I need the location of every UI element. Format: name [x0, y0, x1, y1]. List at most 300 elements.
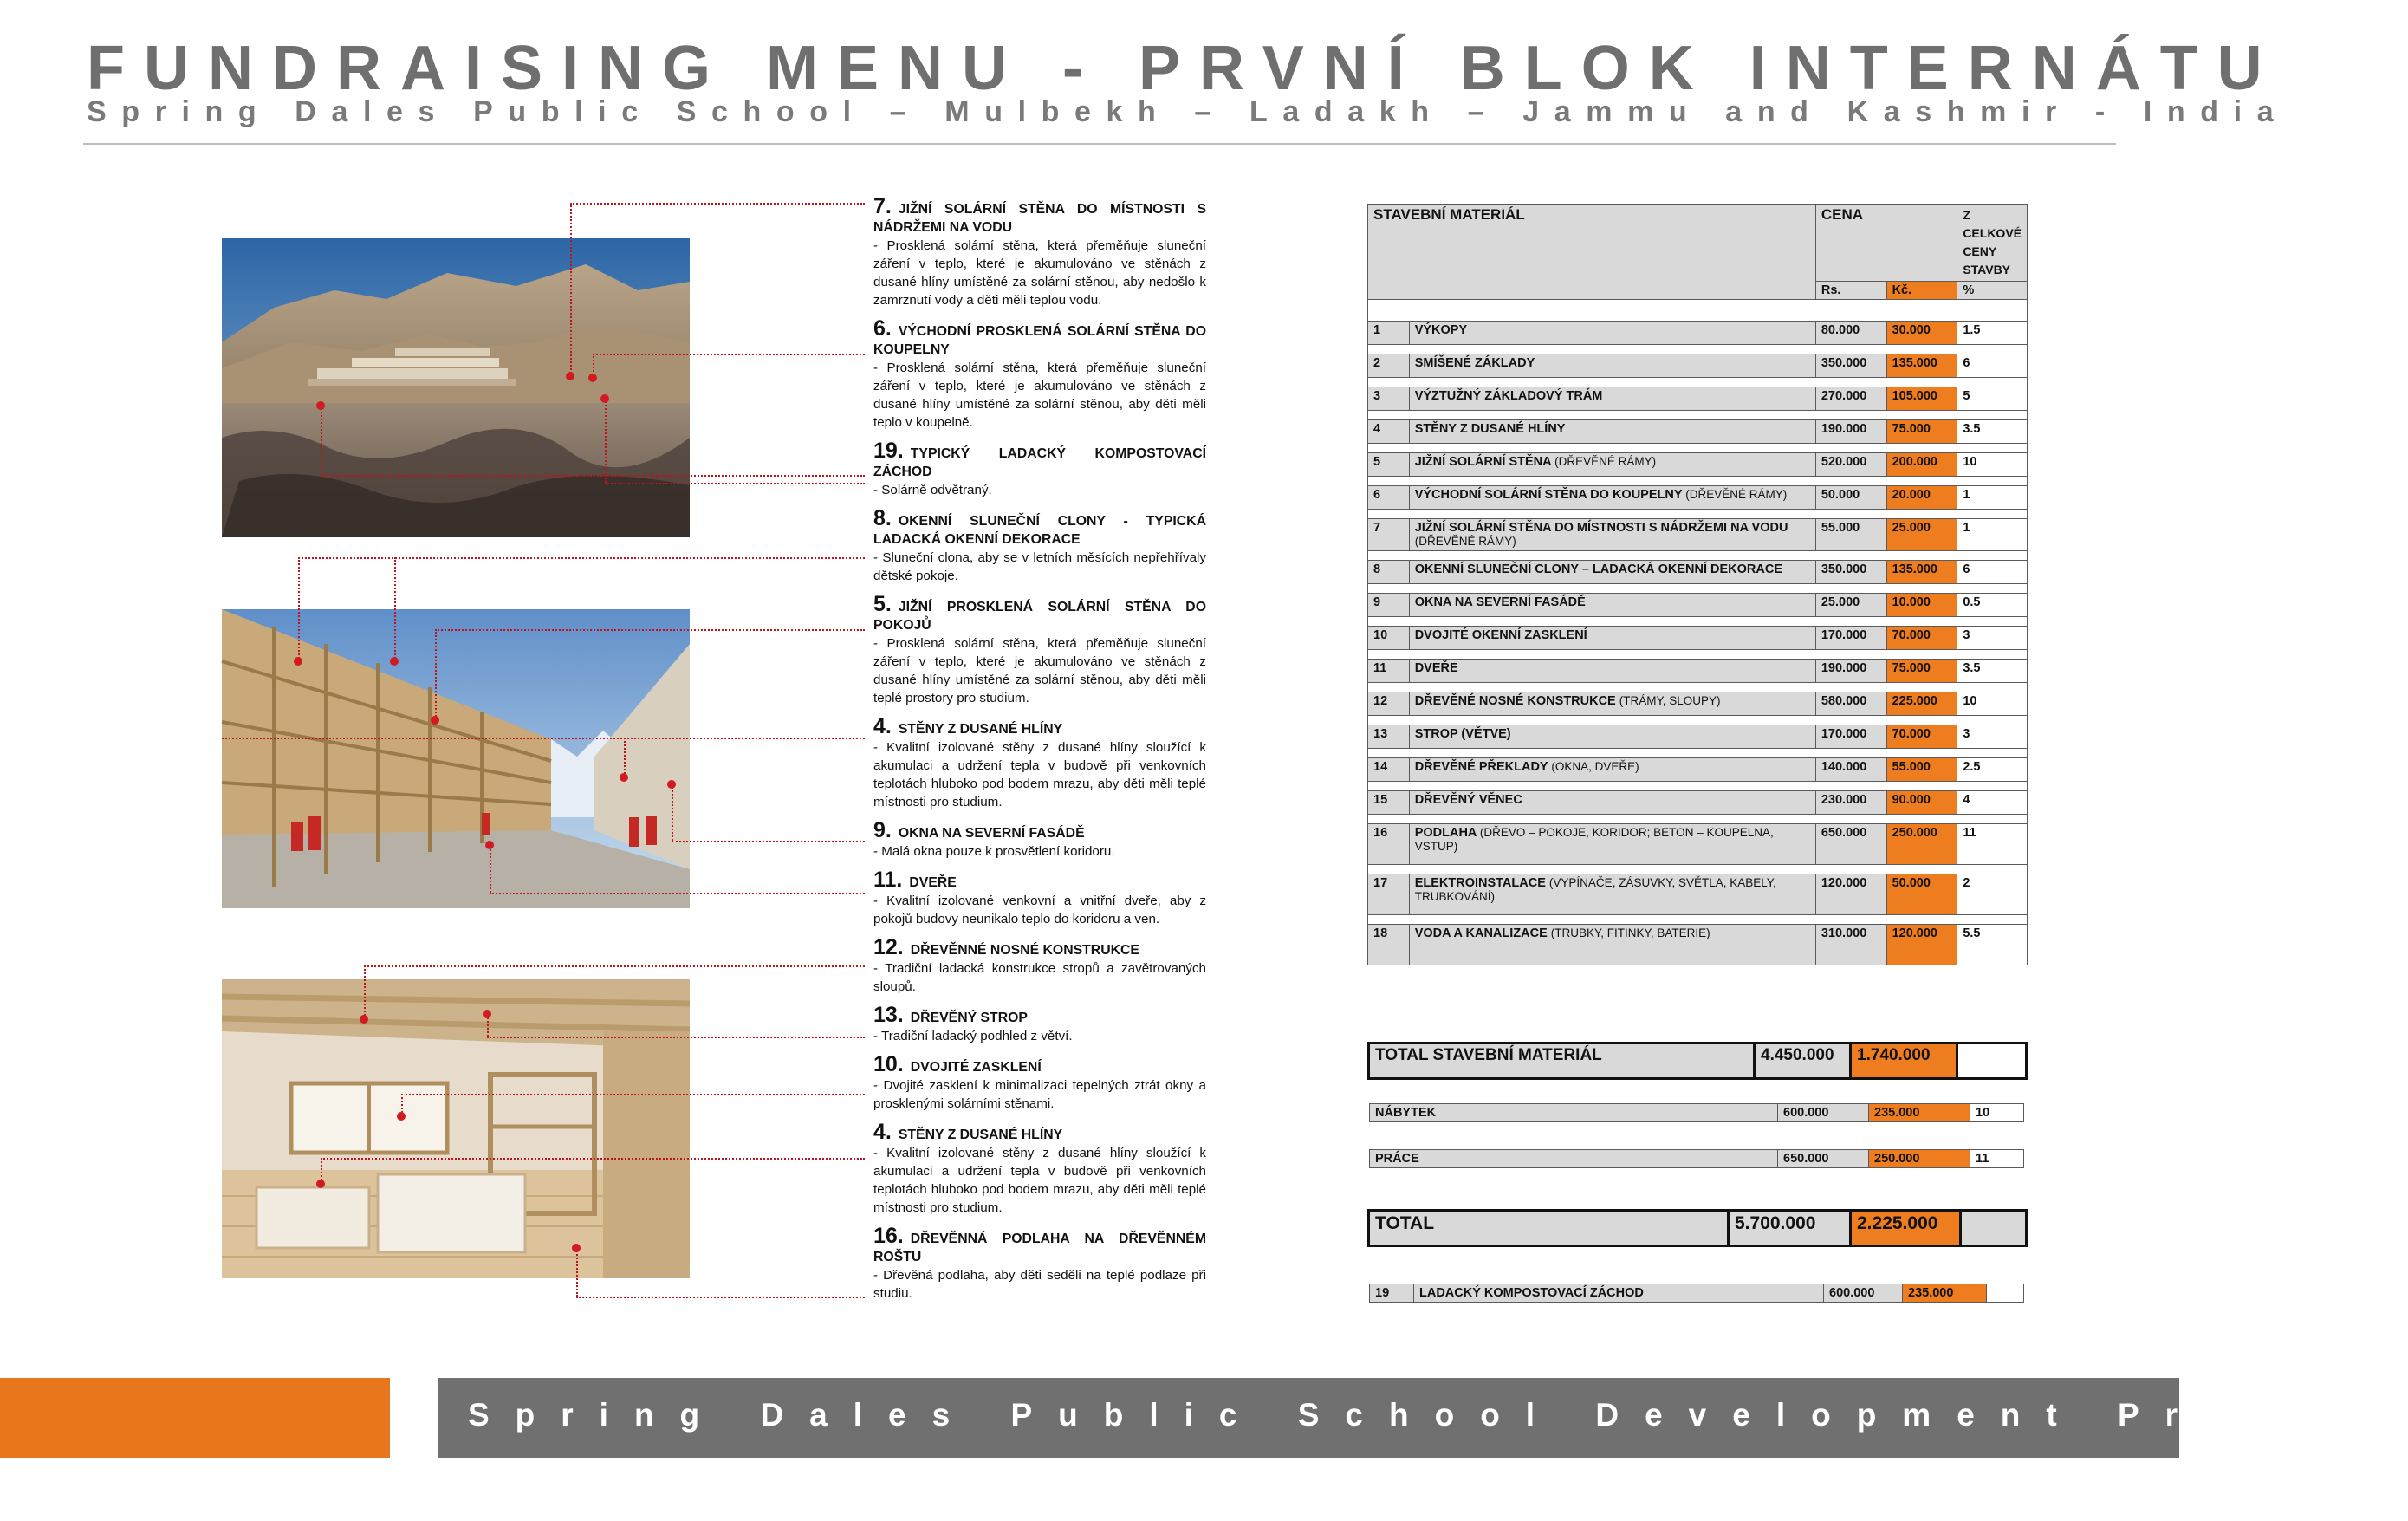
- row-material: [1409, 561, 1815, 584]
- row-material-name: JIŽNÍ SOLÁRNÍ STĚNA: [1414, 455, 1552, 469]
- leader-dot: [294, 657, 302, 666]
- table-row: [1368, 692, 2028, 716]
- table-row: [1368, 925, 2028, 965]
- feature-title: DVEŘE: [909, 875, 957, 890]
- table-row: [1368, 322, 2028, 345]
- interior-room-image: [222, 979, 690, 1278]
- row-price-kc: 30.000: [1886, 322, 1957, 345]
- row-material-name: DŘEVĚNÉ PŘEKLADY: [1414, 760, 1548, 774]
- table-spacer-row: [1368, 865, 2028, 874]
- row-material-note: (TRÁMY, SLOUPY): [1619, 694, 1721, 707]
- row-price-kc: 20.000: [1886, 486, 1957, 510]
- page-subtitle: Spring Dales Public School – Mulbekh – Ladakh – Jammu and Kashmir - India: [87, 95, 2289, 128]
- leader-dot: [431, 716, 439, 725]
- leader-line: [490, 845, 491, 893]
- feature-number: 9.: [873, 818, 892, 842]
- row-material-name: DŘEVĚNÉ NOSNÉ KONSTRUKCE: [1414, 694, 1616, 708]
- row-percent: 5: [1957, 387, 2028, 411]
- table-spacer-row: [1368, 300, 2028, 322]
- feature-number: 5.: [873, 592, 892, 616]
- table-spacer-cell: [1368, 716, 2028, 725]
- row-percent: 10: [1957, 692, 2028, 716]
- feature-heading: [873, 714, 1206, 738]
- leader-line: [222, 738, 865, 739]
- feature-description: [873, 592, 1206, 707]
- row-percent: 6: [1957, 354, 2028, 378]
- labour-pct: 11: [1970, 1150, 2024, 1168]
- row-percent: 0.5: [1957, 594, 2028, 617]
- labour-table: [1369, 1149, 2024, 1168]
- row-material-note: (DŘEVO – POKOJE, KORIDOR; BETON – KOUPELNA, VSTUP): [1414, 826, 1774, 853]
- row-material-name: DVEŘE: [1414, 661, 1458, 675]
- feature-heading: [873, 194, 1206, 237]
- leader-dot: [483, 1010, 491, 1018]
- feature-title: JIŽNÍ SOLÁRNÍ STĚNA DO MÍSTNOSTI S NÁDRŽEMI NA VODU: [873, 202, 1206, 235]
- feature-title: OKNA NA SEVERNÍ FASÁDĚ: [898, 826, 1085, 841]
- row-price-kc: 200.000: [1886, 453, 1957, 477]
- feature-heading: [873, 439, 1206, 481]
- row-price-kc: 75.000: [1886, 420, 1957, 444]
- table-spacer-row: [1368, 411, 2028, 420]
- row-material: [1409, 594, 1815, 617]
- header-divider: [83, 143, 2116, 145]
- feature-heading: [873, 1120, 1206, 1144]
- table-row: [1368, 874, 2028, 915]
- feature-heading: [873, 316, 1206, 359]
- leader-line: [435, 629, 437, 720]
- table-row: [1368, 758, 2028, 782]
- row-material-note: (DŘEVĚNÉ RÁMY): [1414, 535, 1516, 548]
- feature-text: - Prosklená solární stěna, která přeměňuje sluneční záření v teplo, které je akumulováno ve stěnách z dusané hlíny umístěné za solární stěnou, aby děti měli teplé prostory pro studium.: [873, 636, 1206, 705]
- row-material-name: PODLAHA: [1414, 826, 1477, 840]
- grand-total-row: [1369, 1211, 2027, 1246]
- feature-description: [873, 506, 1206, 585]
- table-row: [1368, 387, 2028, 411]
- table-row: [1368, 594, 2028, 617]
- leader-line: [298, 557, 865, 559]
- table-spacer-row: [1368, 378, 2028, 387]
- row-price-kc: 75.000: [1886, 660, 1957, 683]
- feature-description: [873, 714, 1206, 811]
- row-price-kc: 70.000: [1886, 725, 1957, 749]
- row-price-rs: 55.000: [1815, 519, 1886, 551]
- row-price-kc: 225.000: [1886, 692, 1957, 716]
- toilet-pct: [1987, 1284, 2024, 1303]
- table-spacer-row: [1368, 650, 2028, 660]
- leader-dot: [566, 372, 574, 380]
- leader-dot: [485, 841, 494, 849]
- table-row: [1368, 486, 2028, 510]
- row-number: 1: [1368, 322, 1410, 345]
- feature-description: [873, 1003, 1206, 1045]
- grand-total-table: [1367, 1209, 2028, 1247]
- feature-title: DŘEVĚNÝ STROP: [910, 1011, 1028, 1025]
- leader-line: [672, 784, 673, 841]
- row-price-rs: 50.000: [1815, 486, 1886, 510]
- row-percent: 1.5: [1957, 322, 2028, 345]
- row-price-rs: 230.000: [1815, 791, 1886, 815]
- row-price-rs: 520.000: [1815, 453, 1886, 477]
- leader-line: [624, 738, 626, 777]
- row-material: [1409, 354, 1815, 378]
- feature-heading: [873, 1224, 1206, 1266]
- table-row: [1368, 453, 2028, 477]
- feature-description: [873, 1224, 1206, 1303]
- toilet-table: [1369, 1284, 2024, 1303]
- feature-description: [873, 316, 1206, 432]
- row-number: 5: [1368, 453, 1410, 477]
- row-price-kc: 135.000: [1886, 561, 1957, 584]
- grand-total-rs: 5.700.000: [1729, 1211, 1851, 1246]
- table-row: [1368, 660, 2028, 683]
- feature-text: - Tradiční ladacká konstrukce stropů a zavětrovaných sloupů.: [873, 961, 1206, 994]
- column-header-rs: Rs.: [1815, 282, 1886, 300]
- table-spacer-row: [1368, 782, 2028, 791]
- row-price-kc: 135.000: [1886, 354, 1957, 378]
- feature-text: - Sluneční clona, aby se v letních měsících nepřehřívaly dětské pokoje.: [873, 550, 1206, 583]
- courtyard-render-image: [222, 609, 690, 908]
- row-material-name: VÝKOPY: [1414, 323, 1468, 337]
- leader-line: [605, 483, 865, 484]
- row-material-name: DŘEVĚNÝ VĚNEC: [1414, 793, 1522, 807]
- row-price-rs: 25.000: [1815, 594, 1886, 617]
- feature-title: DŘEVĚNNÉ NOSNÉ KONSTRUKCE: [910, 943, 1139, 958]
- feature-text: - Malá okna pouze k prosvětlení koridoru.: [873, 844, 1115, 859]
- row-material-note: (DŘEVĚNÉ RÁMY): [1685, 488, 1788, 501]
- row-material-name: VÝCHODNÍ SOLÁRNÍ STĚNA DO KOUPELNY: [1414, 488, 1683, 502]
- feature-number: 8.: [873, 506, 892, 530]
- table-spacer-cell: [1368, 617, 2028, 627]
- row-price-rs: 580.000: [1815, 692, 1886, 716]
- feature-number: 11.: [873, 868, 903, 892]
- row-price-kc: 55.000: [1886, 758, 1957, 782]
- feature-title: STĚNY Z DUSANÉ HLÍNY: [898, 722, 1063, 737]
- table-spacer-cell: [1368, 584, 2028, 594]
- leader-line: [298, 557, 300, 661]
- row-material: [1409, 486, 1815, 510]
- furniture-pct: 10: [1970, 1104, 2024, 1122]
- table-row: [1368, 420, 2028, 444]
- feature-text: - Prosklená solární stěna, která přeměňuje sluneční záření v teplo, které je akumulováno ve stěnách z dusané hlíny umístěné za solární stěnou, aby děti měli teplo v koupelně.: [873, 361, 1206, 430]
- labour-kc: 250.000: [1869, 1150, 1970, 1168]
- leader-line: [593, 354, 865, 355]
- furniture-rs: 600.000: [1778, 1104, 1869, 1122]
- row-percent: 5.5: [1957, 925, 2028, 965]
- row-material: [1409, 824, 1815, 865]
- feature-title: OKENNÍ SLUNEČNÍ CLONY - TYPICKÁ LADACKÁ OKENNÍ DEKORACE: [873, 514, 1206, 547]
- feature-number: 19.: [873, 439, 904, 463]
- labour-rs: 650.000: [1778, 1150, 1869, 1168]
- leader-dot: [620, 773, 628, 782]
- feature-number: 16.: [873, 1224, 904, 1248]
- table-spacer-row: [1368, 345, 2028, 354]
- row-material: [1409, 874, 1815, 915]
- feature-heading: [873, 1052, 1206, 1076]
- footer-accent-bar: [0, 1378, 390, 1458]
- row-material: [1409, 420, 1815, 444]
- column-header-kc: Kč.: [1886, 282, 1957, 300]
- table-spacer-row: [1368, 716, 2028, 725]
- table-spacer-row: [1368, 477, 2028, 486]
- page-title: FUNDRAISING MENU - PRVNÍ BLOK INTERNÁTU: [87, 34, 2281, 103]
- furniture-table: [1369, 1103, 2024, 1122]
- row-number: 8: [1368, 561, 1410, 584]
- toilet-row: [1370, 1284, 2024, 1303]
- toilet-rs: 600.000: [1824, 1284, 1903, 1303]
- table-spacer-row: [1368, 510, 2028, 519]
- row-material: [1409, 692, 1815, 716]
- row-number: 12: [1368, 692, 1410, 716]
- row-price-rs: 190.000: [1815, 660, 1886, 683]
- row-percent: 2.5: [1957, 758, 2028, 782]
- row-percent: 3.5: [1957, 420, 2028, 444]
- exterior-landscape-image: [222, 238, 690, 537]
- table-spacer-cell: [1368, 411, 2028, 420]
- feature-description: [873, 935, 1206, 996]
- leader-dot: [572, 1244, 581, 1252]
- column-header-percent: Z CELKOVÉ CENY STAVBY: [1957, 205, 2028, 282]
- column-header-pct: %: [1957, 282, 2028, 300]
- toilet-label: LADACKÝ KOMPOSTOVACÍ ZÁCHOD: [1414, 1284, 1824, 1303]
- feature-text: - Prosklená solární stěna, která přeměňuje sluneční záření v teplo, které je akumulováno ve stěnách z dusané hlíny umístěné za solární stěnou, aby nedošlo k zamrznutí vody a děti měli teplou vodu.: [873, 238, 1206, 308]
- furniture-label: NÁBYTEK: [1370, 1104, 1778, 1122]
- table-spacer-cell: [1368, 477, 2028, 486]
- feature-text: - Kvalitní izolované venkovní a vnitřní dveře, aby z pokojů budovy neunikalo teplo do koridoru a ven.: [873, 894, 1206, 926]
- row-number: 14: [1368, 758, 1410, 782]
- table-spacer-cell: [1368, 815, 2028, 824]
- leader-line: [576, 1248, 578, 1297]
- table-spacer-row: [1368, 915, 2028, 925]
- table-spacer-cell: [1368, 683, 2028, 692]
- row-material-note: (VYPÍNAČE, ZÁSUVKY, SVĚTLA, KABELY, TRUBKOVÁNÍ): [1414, 876, 1776, 903]
- toilet-kc: 235.000: [1903, 1284, 1987, 1303]
- feature-number: 7.: [873, 194, 892, 218]
- row-percent: 3: [1957, 627, 2028, 650]
- leader-line: [401, 1094, 865, 1095]
- row-number: 7: [1368, 519, 1410, 551]
- footer-project-title: Spring Dales Public School Development Project: [468, 1397, 2408, 1433]
- table-spacer-cell: [1368, 915, 2028, 925]
- row-number: 18: [1368, 925, 1410, 965]
- feature-description: [873, 439, 1206, 499]
- table-spacer-row: [1368, 551, 2028, 561]
- leader-dot: [360, 1015, 368, 1024]
- feature-text: - Kvalitní izolované stěny z dusané hlíny sloužící k akumulaci a udržení tepla v budově při venkovních teplotách hluboko pod bodem mrazu, aby děti měli teplé místnosti pro studium.: [873, 1146, 1206, 1215]
- feature-title: VÝCHODNÍ PROSKLENÁ SOLÁRNÍ STĚNA DO KOUPELNY: [873, 324, 1206, 357]
- grand-total-label: TOTAL: [1369, 1211, 1729, 1246]
- feature-text: - Tradiční ladacký podhled z větví.: [873, 1029, 1073, 1043]
- row-price-kc: 50.000: [1886, 874, 1957, 915]
- table-row: [1368, 519, 2028, 551]
- feature-text: - Solárně odvětraný.: [873, 483, 992, 497]
- row-material: [1409, 660, 1815, 683]
- table-spacer-cell: [1368, 551, 2028, 561]
- row-material-name: SMÍŠENÉ ZÁKLADY: [1414, 356, 1535, 370]
- feature-description: [873, 1052, 1206, 1113]
- row-price-rs: 80.000: [1815, 322, 1886, 345]
- feature-heading: [873, 935, 1206, 959]
- row-material-name: VODA A KANALIZACE: [1414, 926, 1548, 940]
- row-price-kc: 25.000: [1886, 519, 1957, 551]
- toilet-no: 19: [1370, 1284, 1414, 1303]
- row-number: 10: [1368, 627, 1410, 650]
- row-material: [1409, 791, 1815, 815]
- row-price-kc: 105.000: [1886, 387, 1957, 411]
- leader-dot: [588, 374, 597, 382]
- row-number: 15: [1368, 791, 1410, 815]
- row-material: [1409, 627, 1815, 650]
- leader-line: [321, 1158, 865, 1160]
- furniture-kc: 235.000: [1869, 1104, 1970, 1122]
- table-spacer-row: [1368, 815, 2028, 824]
- leader-line: [364, 965, 865, 967]
- row-material-name: DVOJITÉ OKENNÍ ZASKLENÍ: [1414, 628, 1587, 642]
- total-material-row: [1369, 1043, 2027, 1079]
- row-number: 3: [1368, 387, 1410, 411]
- row-price-rs: 350.000: [1815, 561, 1886, 584]
- feature-heading: [873, 592, 1206, 634]
- leader-line: [364, 965, 366, 1019]
- table-spacer-row: [1368, 444, 2028, 453]
- leader-dot: [600, 394, 609, 403]
- leader-line: [394, 557, 396, 661]
- row-number: 11: [1368, 660, 1410, 683]
- table-spacer-cell: [1368, 378, 2028, 387]
- row-percent: 10: [1957, 453, 2028, 477]
- grand-total-pct: [1961, 1211, 2027, 1246]
- row-material-name: OKNA NA SEVERNÍ FASÁDĚ: [1414, 595, 1586, 609]
- construction-cost-table: [1367, 204, 2028, 965]
- table-spacer-cell: [1368, 865, 2028, 874]
- feature-number: 10.: [873, 1052, 904, 1076]
- table-spacer-cell: [1368, 650, 2028, 660]
- table-row: [1368, 561, 2028, 584]
- feature-number: 12.: [873, 935, 904, 959]
- feature-text: - Dřevěná podlaha, aby děti seděli na teplé podlaze při studiu.: [873, 1268, 1206, 1301]
- row-percent: 3: [1957, 725, 2028, 749]
- table-spacer-cell: [1368, 782, 2028, 791]
- feature-title: STĚNY Z DUSANÉ HLÍNY: [898, 1128, 1063, 1142]
- row-price-kc: 120.000: [1886, 925, 1957, 965]
- leader-dot: [316, 1180, 325, 1188]
- leader-dot: [667, 780, 676, 789]
- total-material-label: TOTAL STAVEBNÍ MATERIÁL: [1369, 1043, 1755, 1079]
- table-row: [1368, 725, 2028, 749]
- row-price-rs: 140.000: [1815, 758, 1886, 782]
- feature-descriptions: [873, 194, 1206, 1313]
- row-material: [1409, 925, 1815, 965]
- row-price-rs: 190.000: [1815, 420, 1886, 444]
- row-material: [1409, 519, 1815, 551]
- grand-total-kc: 2.225.000: [1851, 1211, 1961, 1246]
- row-material: [1409, 322, 1815, 345]
- row-number: 6: [1368, 486, 1410, 510]
- row-material-name: ELEKTROINSTALACE: [1414, 876, 1546, 890]
- table-row: [1368, 627, 2028, 650]
- row-price-kc: 90.000: [1886, 791, 1957, 815]
- row-material-name: JIŽNÍ SOLÁRNÍ STĚNA DO MÍSTNOSTI S NÁDRŽEMI NA VODU: [1414, 521, 1788, 535]
- table-row: [1368, 354, 2028, 378]
- leader-line: [490, 893, 865, 894]
- row-price-kc: 10.000: [1886, 594, 1957, 617]
- feature-description: [873, 194, 1206, 309]
- total-material-rs: 4.450.000: [1755, 1043, 1851, 1079]
- row-material-note: (OKNA, DVEŘE): [1551, 760, 1639, 773]
- feature-text: - Dvojité zasklení k minimalizaci tepelných ztrát okny a prosklenými solárními stěnami.: [873, 1078, 1206, 1111]
- row-material-name: VÝZTUŽNÝ ZÁKLADOVÝ TRÁM: [1414, 389, 1603, 403]
- table-spacer-cell: [1368, 749, 2028, 758]
- feature-title: TYPICKÝ LADACKÝ KOMPOSTOVACÍ ZÁCHOD: [873, 446, 1206, 479]
- row-material-name: STĚNY Z DUSANÉ HLÍNY: [1414, 422, 1566, 436]
- leader-dot: [390, 657, 399, 666]
- feature-heading: [873, 506, 1206, 549]
- leader-line: [435, 629, 865, 631]
- leader-line: [321, 406, 322, 475]
- table-spacer-row: [1368, 584, 2028, 594]
- table-row: [1368, 824, 2028, 865]
- labour-label: PRÁCE: [1370, 1150, 1778, 1168]
- feature-description: [873, 818, 1206, 861]
- table-spacer-row: [1368, 683, 2028, 692]
- row-price-rs: 120.000: [1815, 874, 1886, 915]
- column-header-material: STAVEBNÍ MATERIÁL: [1368, 205, 1816, 300]
- feature-number: 4.: [873, 1120, 892, 1144]
- row-percent: 3.5: [1957, 660, 2028, 683]
- feature-number: 4.: [873, 714, 892, 738]
- leader-line: [605, 399, 607, 483]
- leader-line: [672, 841, 865, 842]
- table-spacer-cell: [1368, 444, 2028, 453]
- row-material: [1409, 758, 1815, 782]
- total-material-table: [1367, 1042, 2028, 1080]
- row-number: 9: [1368, 594, 1410, 617]
- row-number: 4: [1368, 420, 1410, 444]
- furniture-row: [1370, 1104, 2024, 1122]
- row-price-rs: 650.000: [1815, 824, 1886, 865]
- leader-line: [321, 475, 865, 477]
- row-price-kc: 250.000: [1886, 824, 1957, 865]
- row-material-note: (TRUBKY, FITINKY, BATERIE): [1550, 926, 1710, 939]
- row-number: 17: [1368, 874, 1410, 915]
- column-header-price: CENA: [1815, 205, 1957, 282]
- feature-heading: [873, 1003, 1206, 1027]
- feature-heading: [873, 818, 1206, 842]
- leader-dot: [316, 401, 325, 410]
- leader-line: [570, 203, 865, 205]
- row-price-rs: 170.000: [1815, 627, 1886, 650]
- total-material-kc: 1.740.000: [1851, 1043, 1957, 1079]
- table-spacer-cell: [1368, 300, 2028, 322]
- row-material: [1409, 387, 1815, 411]
- total-material-pct: [1957, 1043, 2027, 1079]
- row-price-rs: 170.000: [1815, 725, 1886, 749]
- row-price-kc: 70.000: [1886, 627, 1957, 650]
- table-row: [1368, 791, 2028, 815]
- row-percent: 2: [1957, 874, 2028, 915]
- row-price-rs: 350.000: [1815, 354, 1886, 378]
- row-price-rs: 310.000: [1815, 925, 1886, 965]
- table-spacer-row: [1368, 617, 2028, 627]
- row-percent: 1: [1957, 519, 2028, 551]
- row-number: 13: [1368, 725, 1410, 749]
- feature-description: [873, 1120, 1206, 1217]
- feature-title: JIŽNÍ PROSKLENÁ SOLÁRNÍ STĚNA DO POKOJŮ: [873, 600, 1206, 633]
- table-spacer-cell: [1368, 510, 2028, 519]
- table-spacer-row: [1368, 749, 2028, 758]
- row-material-name: STROP (VĚTVE): [1414, 727, 1511, 741]
- table-spacer-cell: [1368, 345, 2028, 354]
- feature-number: 13.: [873, 1003, 904, 1027]
